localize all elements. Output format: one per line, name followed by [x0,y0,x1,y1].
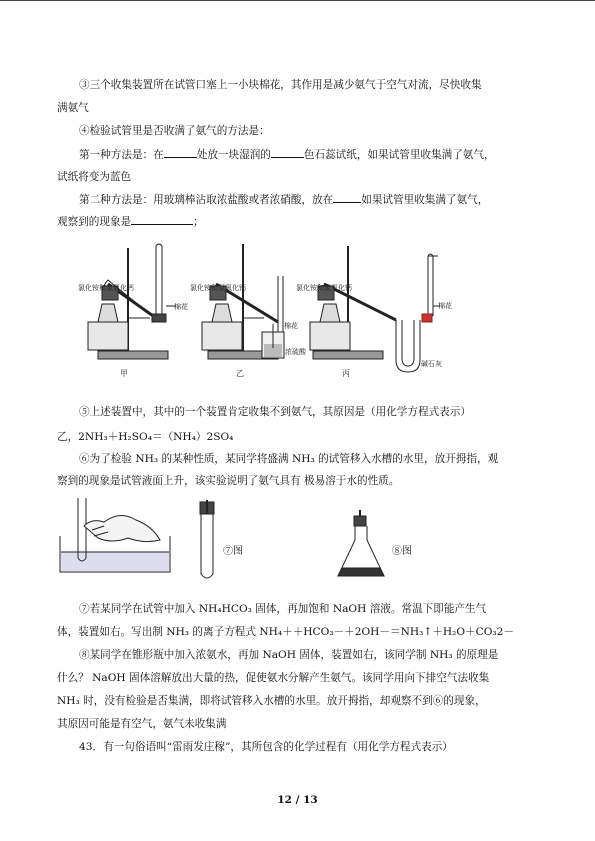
apparatus-jia [88,244,176,359]
para-method2-line1 [79,192,488,207]
para-7-line1: ⑦若某同学在试管中加入 NH₄HCO₃ 固体，再加饱和 NaOH 溶液。常温下即能产生气 [79,603,487,615]
para-method2-line2 [57,214,204,229]
method1-text-c: 色石蕊试纸，如果试管里收集满了氨气， [303,149,495,161]
fig7-caption: ⑦图 [223,546,243,557]
yi-acid-label: 浓硫酸 [285,348,306,356]
bing-reagent-label: 氯化铵和氢氧化钙 [296,284,352,292]
blank-position[interactable] [333,192,361,203]
jia-cotton-label: 棉花 [174,303,188,311]
para-method1-line2: 试纸将变为蓝色 [57,171,132,183]
question-43: 43．有一句俗语叫“雷雨发庄稼”，其所包含的化学过程有（用化学方程式表示） [79,741,453,753]
para-6-line2: 察到的现象是试管液面上升，该实验说明了氨气具有 极易溶于水的性质。 [57,475,400,487]
trough-figure [58,496,176,574]
apparatus-figure [78,236,450,378]
para-3-line2: 满氨气 [57,102,89,114]
para-8-line2: 什么？ NaOH 固体溶解放出大量的热，促使氨水分解产生氨气。该同学用向下排空气法收集 [57,672,490,684]
apparatus-bing [310,246,440,372]
bing-label: 丙 [342,369,350,378]
blank-color[interactable] [271,147,304,158]
blank-phenomenon[interactable] [131,214,193,225]
para-8-line1: ⑧某同学在锥形瓶中加入浓氨水，再加 NaOH 固体，装置如右，该同学制 NH₃ 的原理是 [79,649,499,661]
method2-text-a: 第二种方法是：用玻璃棒沾取浓盐酸或者浓硝酸，放在 [79,194,334,206]
para-5-line1: ⑤上述装置中，其中的一个装置肯定收集不到氨气，其原因是（用化学方程式表示） [79,406,471,418]
para-6-line1: ⑥为了检验 NH₃ 的某种性质，某同学将盛满 NH₃ 的试管移入水槽的水里，放开拇指，观 [79,453,499,465]
jia-label: 甲 [120,369,128,378]
para-5-line2: 乙，2NH₃＋H₂SO₄＝（NH₄）2SO₄ [57,431,234,443]
yi-label: 乙 [236,369,244,378]
para-7-line2: 体，装置如右。写出制 NH₃ 的离子方程式 NH₄＋＋HCO₃－＋2OH－＝NH₃↑＋H₂O＋CO₃2－ [57,626,514,638]
method1-text-a: 第一种方法是：在 [79,149,164,161]
para-3-line1: ③三个收集装置所在试管口塞上一小块棉花，其作用是减少氨气于空气对流，尽快收集 [79,79,482,91]
method2-text-b: 如果试管里收集满了氨气， [361,194,489,206]
blank-location[interactable] [164,147,197,158]
method2-text-d: ； [193,216,204,228]
para-8-line4: 其原因可能是有空气，氨气未收集满 [57,718,227,730]
para-8-line3: NH₃ 时，没有检验是否集满，即将试管移入水槽的水里。放开拇指，却观察不到⑥的现象， [57,695,486,707]
method1-text-b: 处放一块湿润的 [196,149,271,161]
apparatus-yi [202,244,284,359]
para-method1-line1 [79,147,495,162]
jia-reagent-label: 氯化铵和氢氧化钙 [78,284,134,292]
bing-lime-label: 碱石灰 [421,360,442,368]
top-rule [0,0,595,1]
method2-text-c: 观察到的现象是 [57,216,132,228]
page-number: 12 / 13 [277,794,318,806]
test-tube-figure [196,500,218,584]
para-4: ④检验试管里是否收满了氨气的方法是： [79,125,270,137]
fig8-caption: ⑧图 [392,546,412,557]
flask-figure [334,510,390,582]
yi-reagent-label: 氯化铵和氢氧化钙 [190,284,246,292]
yi-cotton-label: 棉花 [284,322,298,330]
bing-cotton-label: 棉花 [438,302,452,310]
